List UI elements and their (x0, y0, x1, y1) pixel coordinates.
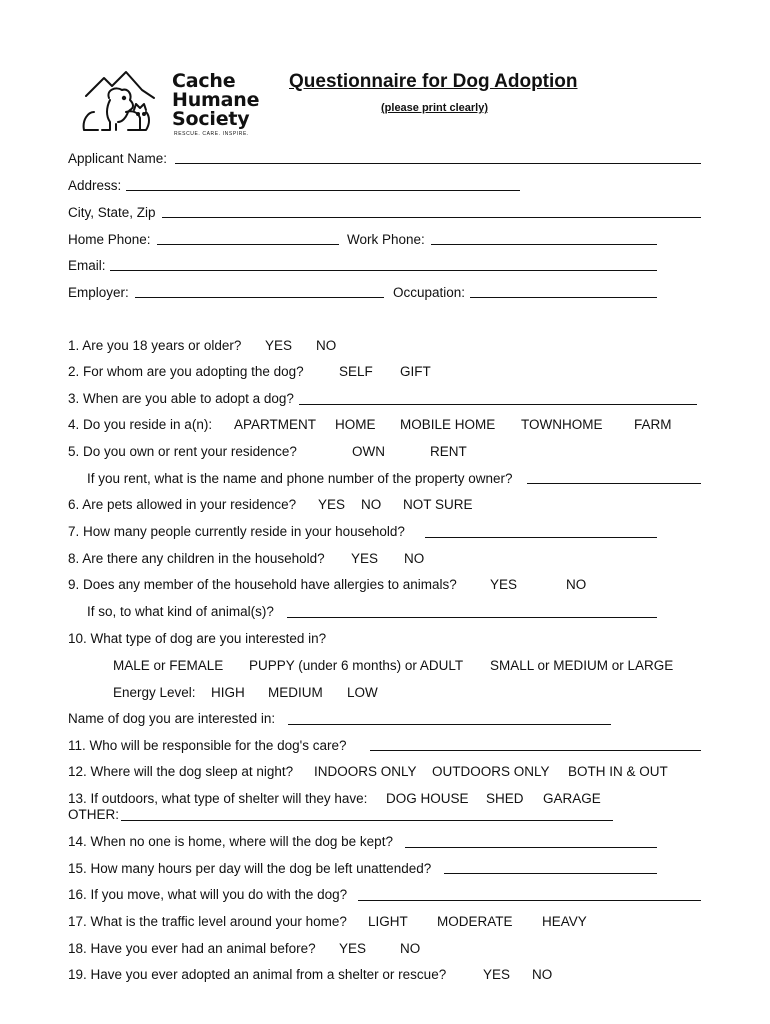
question-5b-field[interactable] (527, 483, 701, 484)
question-18-text: 18. Have you ever had an animal before? (68, 941, 316, 956)
question-6-not-sure[interactable]: NOT SURE (403, 497, 473, 512)
question-13-shed[interactable]: SHED (486, 791, 524, 806)
question-12-text: 12. Where will the dog sleep at night? (68, 764, 294, 779)
energy-level-label: Energy Level: (113, 685, 196, 700)
question-13-garage[interactable]: GARAGE (543, 791, 601, 806)
question-1-text: 1. Are you 18 years or older? (68, 338, 242, 353)
employer-label: Employer: (68, 285, 129, 300)
question-6-yes[interactable]: YES (318, 497, 346, 512)
question-4-apartment[interactable]: APARTMENT (234, 417, 317, 432)
applicant-name-label: Applicant Name: (68, 151, 168, 166)
question-5-text: 5. Do you own or rent your residence? (68, 444, 297, 459)
address-label: Address: (68, 178, 122, 193)
question-14-field[interactable] (405, 847, 657, 848)
question-19-no[interactable]: NO (532, 967, 553, 982)
question-4-townhome[interactable]: TOWNHOME (521, 417, 603, 432)
question-15-text: 15. How many hours per day will the dog be left unattended? (68, 861, 432, 876)
question-10-sex[interactable]: MALE or FEMALE (113, 658, 224, 673)
energy-medium[interactable]: MEDIUM (268, 685, 323, 700)
question-13-text: 13. If outdoors, what type of shelter will they have: (68, 791, 368, 806)
dog-name-text: Name of dog you are interested in: (68, 711, 276, 726)
question-4-mobile-home[interactable]: MOBILE HOME (400, 417, 496, 432)
question-7-field[interactable] (425, 537, 657, 538)
page-title: Questionnaire for Dog Adoption (289, 71, 578, 92)
employer-field[interactable] (135, 297, 384, 298)
question-4-text: 4. Do you reside in a(n): (68, 417, 213, 432)
question-10-age[interactable]: PUPPY (under 6 months) or ADULT (249, 658, 464, 673)
question-16-text: 16. If you move, what will you do with the dog? (68, 887, 348, 902)
question-8-no[interactable]: NO (404, 551, 425, 566)
question-9b-field[interactable] (287, 617, 657, 618)
email-label: Email: (68, 258, 106, 273)
question-3-text: 3. When are you able to adopt a dog? (68, 391, 294, 406)
work-phone-label: Work Phone: (347, 232, 425, 247)
question-6-text: 6. Are pets allowed in your residence? (68, 497, 297, 512)
question-19-text: 19. Have you ever adopted an animal from a shelter or rescue? (68, 967, 447, 982)
question-3-field[interactable] (299, 404, 697, 405)
page-subtitle: (please print clearly) (381, 102, 488, 114)
question-4-farm[interactable]: FARM (634, 417, 672, 432)
home-phone-field[interactable] (157, 244, 339, 245)
question-13-other-field[interactable] (121, 820, 613, 821)
applicant-name-field[interactable] (175, 163, 701, 164)
question-11-text: 11. Who will be responsible for the dog's care? (68, 738, 347, 753)
question-9-text: 9. Does any member of the household have allergies to animals? (68, 577, 457, 592)
question-5-own[interactable]: OWN (352, 444, 385, 459)
question-8-text: 8. Are there any children in the household? (68, 551, 325, 566)
energy-high[interactable]: HIGH (211, 685, 245, 700)
question-2-self[interactable]: SELF (339, 364, 373, 379)
energy-low[interactable]: LOW (347, 685, 378, 700)
question-19-yes[interactable]: YES (483, 967, 511, 982)
question-9b-text: If so, to what kind of animal(s)? (87, 604, 274, 619)
question-17-heavy[interactable]: HEAVY (542, 914, 587, 929)
question-16-field[interactable] (358, 900, 701, 901)
question-13-other-label: OTHER: (68, 807, 120, 822)
logo-text-cache: Cache (172, 70, 236, 92)
question-6-no[interactable]: NO (361, 497, 382, 512)
question-4-home[interactable]: HOME (335, 417, 376, 432)
occupation-label: Occupation: (393, 285, 466, 300)
question-9-yes[interactable]: YES (490, 577, 518, 592)
question-2-gift[interactable]: GIFT (400, 364, 431, 379)
question-1-yes[interactable]: YES (265, 338, 293, 353)
question-18-yes[interactable]: YES (339, 941, 367, 956)
occupation-field[interactable] (470, 297, 657, 298)
address-field[interactable] (126, 190, 520, 191)
logo-text-humane: Humane (172, 89, 260, 111)
question-2-text: 2. For whom are you adopting the dog? (68, 364, 304, 379)
question-14-text: 14. When no one is home, where will the dog be kept? (68, 834, 393, 849)
question-15-field[interactable] (444, 873, 657, 874)
city-state-zip-label: City, State, Zip (68, 205, 156, 220)
question-12-both[interactable]: BOTH IN & OUT (568, 764, 668, 779)
question-17-light[interactable]: LIGHT (368, 914, 408, 929)
question-1-no[interactable]: NO (316, 338, 337, 353)
question-8-yes[interactable]: YES (351, 551, 379, 566)
question-10-size[interactable]: SMALL or MEDIUM or LARGE (490, 658, 674, 673)
dog-name-field[interactable] (288, 724, 611, 725)
question-11-field[interactable] (370, 750, 701, 751)
city-state-zip-field[interactable] (162, 217, 701, 218)
question-10-text: 10. What type of dog are you interested in? (68, 631, 327, 646)
question-5b-text: If you rent, what is the name and phone number of the property owner? (87, 471, 513, 486)
question-12-indoors[interactable]: INDOORS ONLY (314, 764, 417, 779)
question-18-no[interactable]: NO (400, 941, 421, 956)
question-13-dog-house[interactable]: DOG HOUSE (386, 791, 469, 806)
question-12-outdoors[interactable]: OUTDOORS ONLY (432, 764, 550, 779)
question-17-moderate[interactable]: MODERATE (437, 914, 513, 929)
question-7-text: 7. How many people currently reside in your household? (68, 524, 405, 539)
dog-cat-mountain-logo-icon (76, 68, 168, 140)
home-phone-label: Home Phone: (68, 232, 151, 247)
email-field[interactable] (110, 270, 657, 271)
question-17-text: 17. What is the traffic level around your home? (68, 914, 347, 929)
work-phone-field[interactable] (431, 244, 657, 245)
logo-tagline: RESCUE. CARE. INSPIRE. (174, 131, 249, 137)
logo-text-society: Society (172, 108, 250, 130)
question-5-rent[interactable]: RENT (430, 444, 467, 459)
question-9-no[interactable]: NO (566, 577, 587, 592)
